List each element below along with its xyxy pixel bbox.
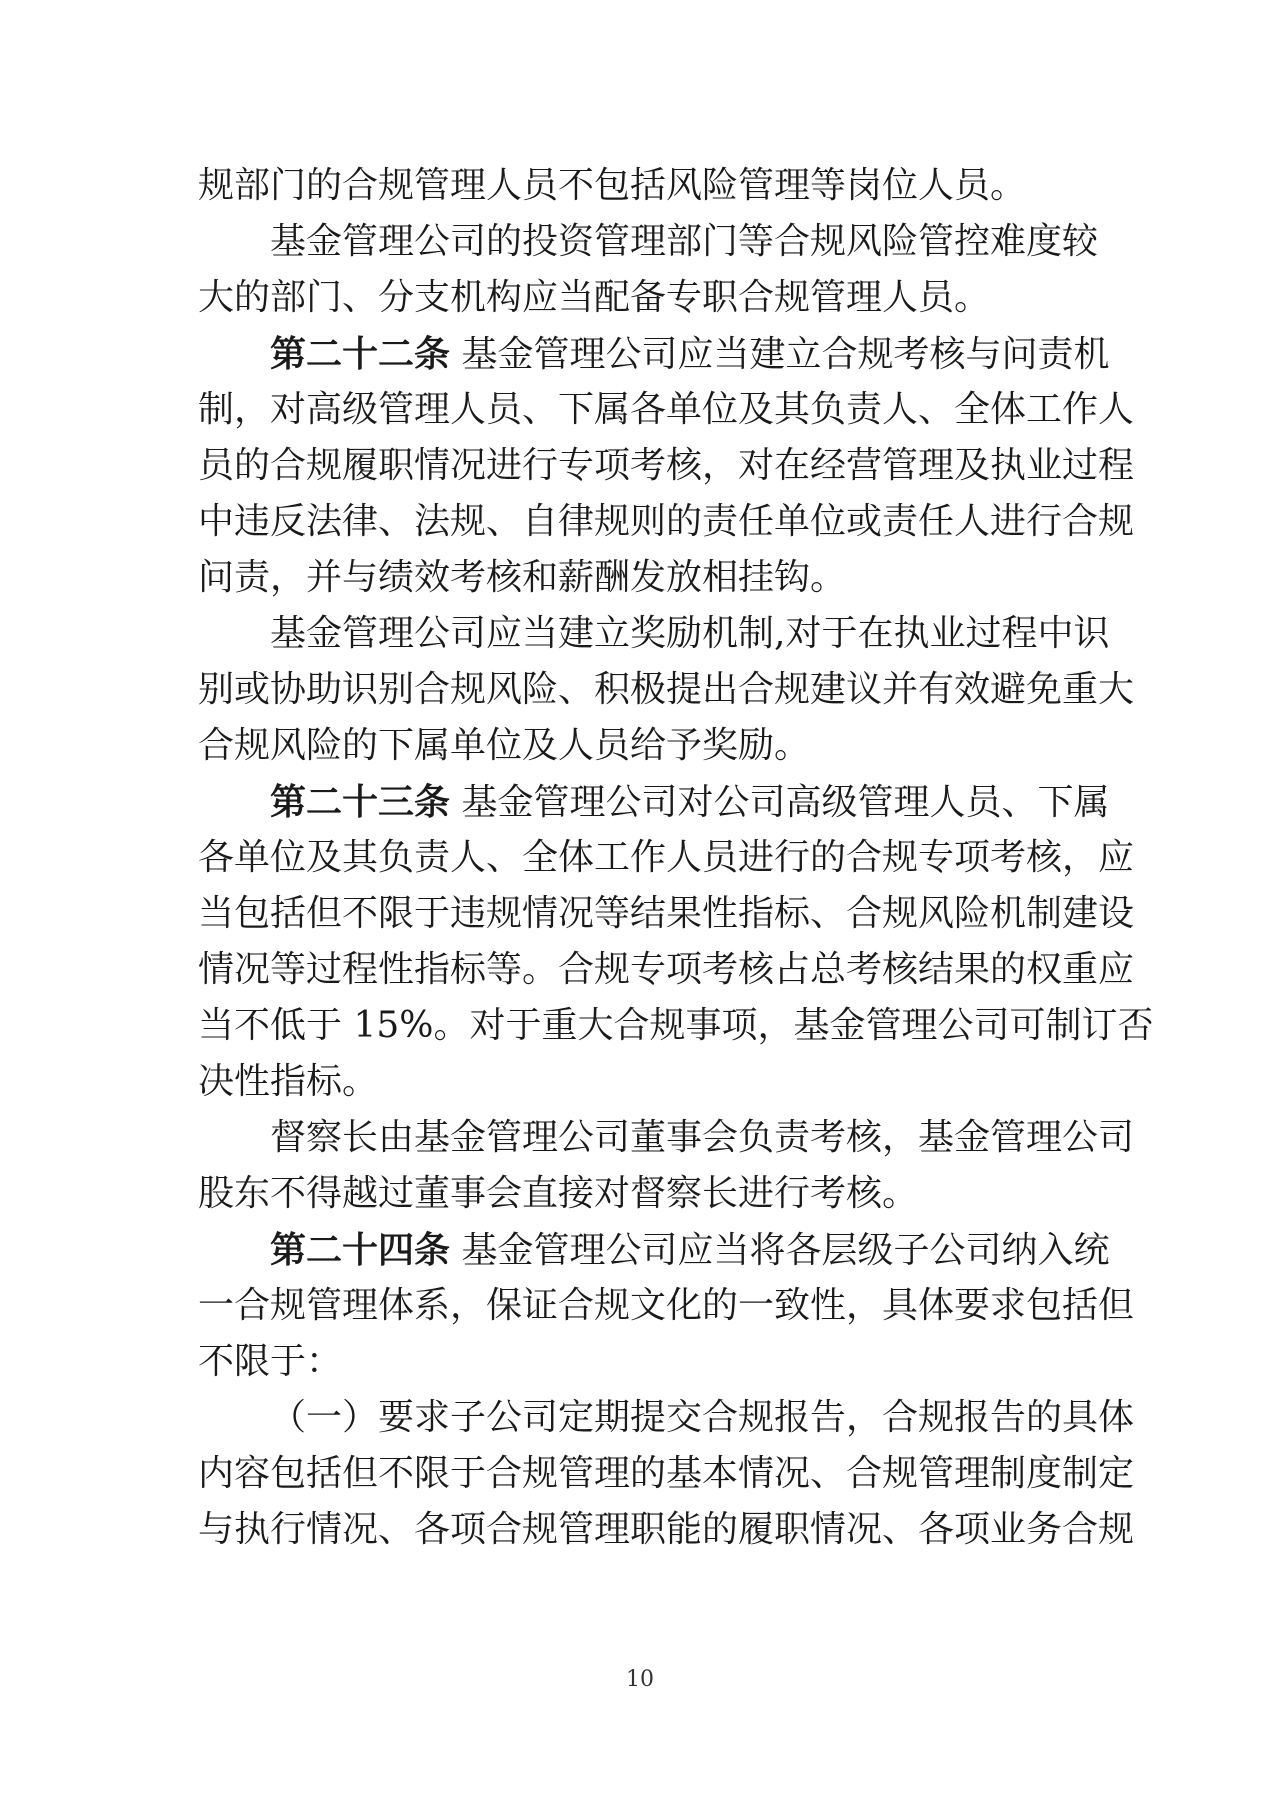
text-line: 制，对高级管理人员、下属各单位及其负责人、全体工作人 xyxy=(198,389,1135,430)
article-text: 基金管理公司应当建立合规考核与问责机 xyxy=(450,334,1110,375)
article-heading-line xyxy=(270,326,1109,382)
text-line: 规部门的合规管理人员不包括风险管理等岗位人员。 xyxy=(198,165,1027,206)
text-line: 大的部门、分支机构应当配备专职合规管理人员。 xyxy=(198,277,991,318)
text-line: 情况等过程性指标等。合规专项考核占总考核结果的权重应 xyxy=(198,949,1135,990)
text-line: 督察长由基金管理公司董事会负责考核，基金管理公司 xyxy=(270,1117,1135,1158)
article-heading-line xyxy=(270,1222,1109,1278)
article-text: 基金管理公司对公司高级管理人员、下属 xyxy=(450,782,1110,823)
text-line: 当不低于 15%。对于重大合规事项，基金管理公司可制订否 xyxy=(198,1005,1154,1046)
text-line: 内容包括但不限于合规管理的基本情况、合规管理制度制定 xyxy=(198,1453,1135,1494)
text-line: 问责，并与绩效考核和薪酬发放相挂钩。 xyxy=(198,557,847,598)
page-number: 10 xyxy=(626,1667,654,1692)
text-line: 股东不得越过董事会直接对督察长进行考核。 xyxy=(198,1173,919,1214)
text-line: （一）要求子公司定期提交合规报告，合规报告的具体 xyxy=(270,1397,1135,1438)
text-line: 不限于： xyxy=(198,1341,343,1382)
article-heading-line xyxy=(270,774,1109,830)
article-number: 第二十四条 xyxy=(270,1229,451,1271)
text-line: 基金管理公司应当建立奖励机制,对于在执业过程中识 xyxy=(270,613,1110,654)
text-line: 员的合规履职情况进行专项考核，对在经营管理及执业过程 xyxy=(198,445,1135,486)
text-line: 决性指标。 xyxy=(198,1061,379,1102)
text-line: 基金管理公司的投资管理部门等合规风险管控难度较 xyxy=(270,221,1099,262)
text-line: 一合规管理体系，保证合规文化的一致性，具体要求包括但 xyxy=(198,1285,1135,1326)
text-line: 各单位及其负责人、全体工作人员进行的合规专项考核，应 xyxy=(198,837,1135,878)
article-number: 第二十三条 xyxy=(270,781,451,823)
article-text: 基金管理公司应当将各层级子公司纳入统 xyxy=(450,1230,1110,1271)
text-line: 当包括但不限于违规情况等结果性指标、合规风险机制建设 xyxy=(198,893,1135,934)
text-line: 中违反法律、法规、自律规则的责任单位或责任人进行合规 xyxy=(198,501,1135,542)
text-line: 合规风险的下属单位及人员给予奖励。 xyxy=(198,725,811,766)
text-line: 别或协助识别合规风险、积极提出合规建议并有效避免重大 xyxy=(198,669,1135,710)
article-number: 第二十二条 xyxy=(270,333,451,375)
text-line: 与执行情况、各项合规管理职能的履职情况、各项业务合规 xyxy=(198,1509,1135,1550)
